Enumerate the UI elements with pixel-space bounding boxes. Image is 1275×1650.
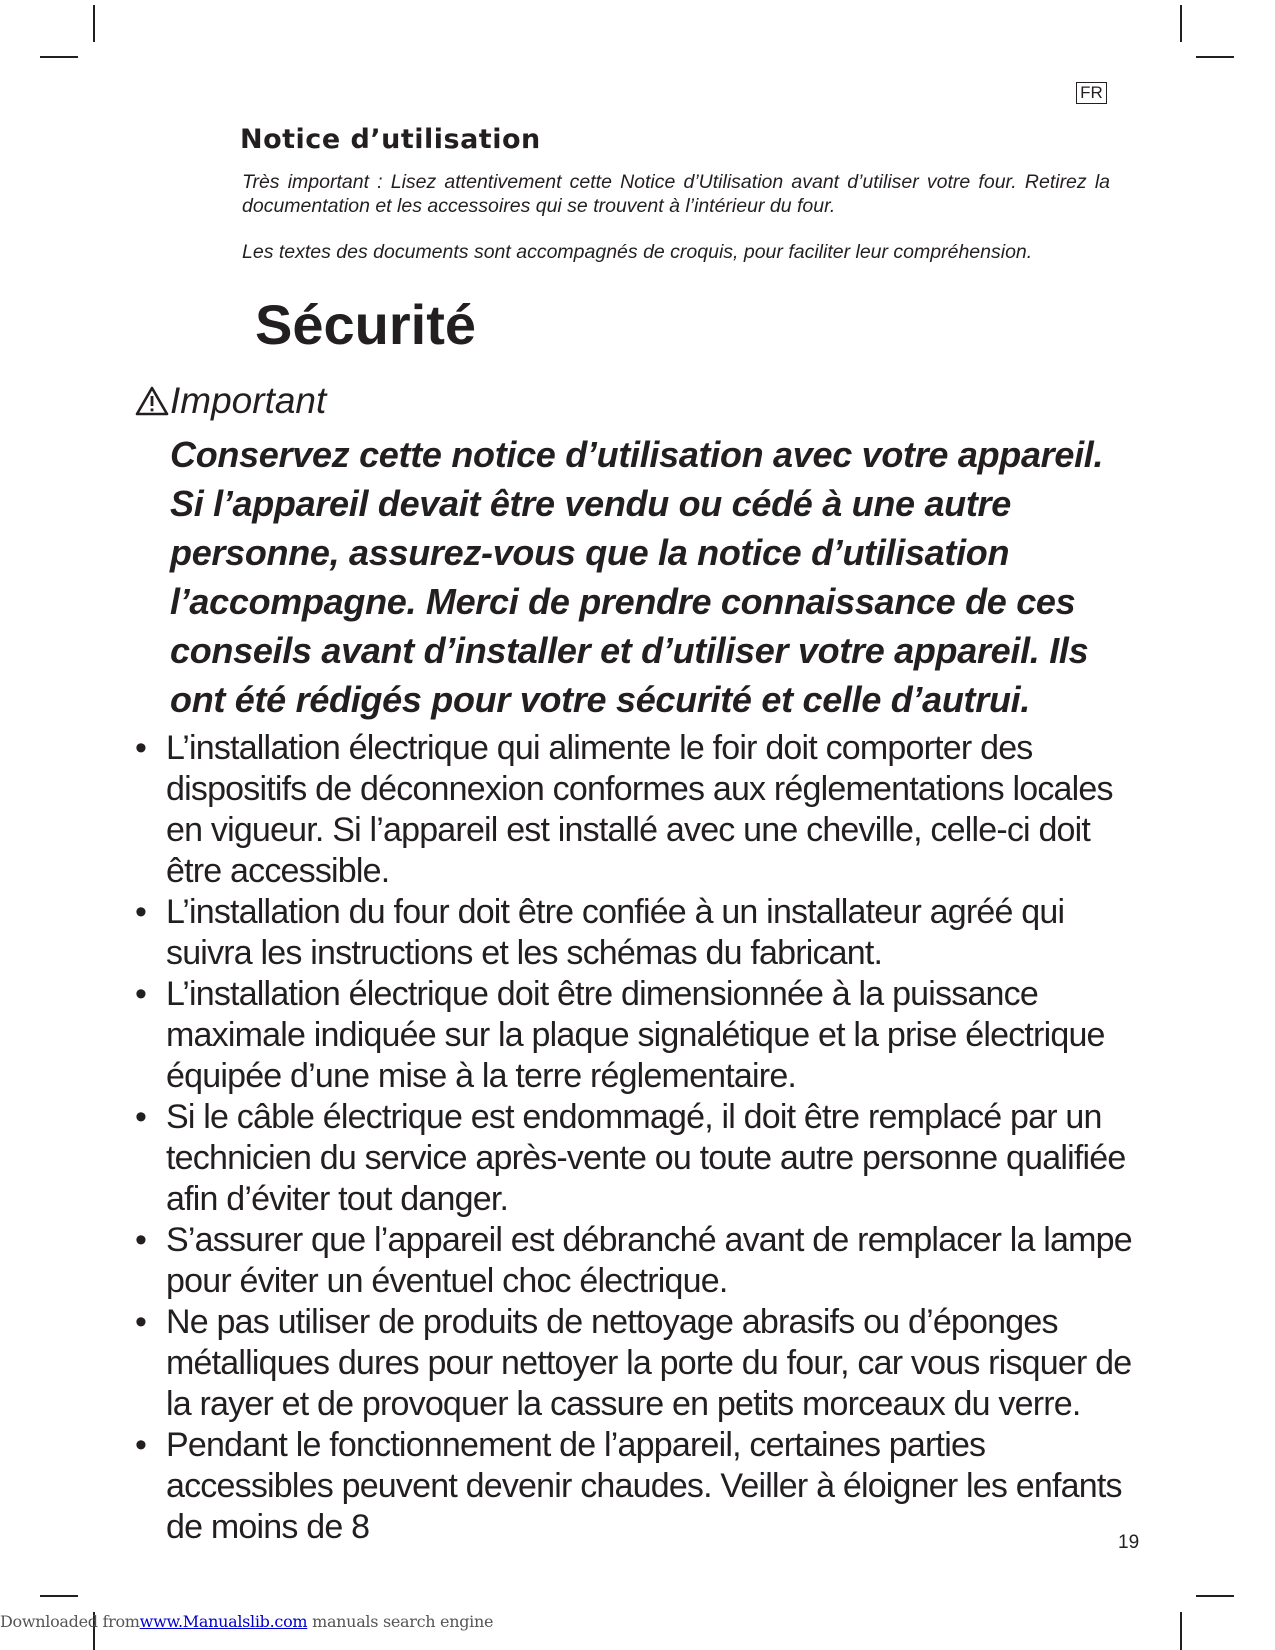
list-item (135, 892, 1145, 974)
list-item (135, 974, 1145, 1097)
notice-sketch-note: Les textes des documents sont accompagnés de croquis, pour faciliter leur compréhension. (242, 241, 1033, 263)
crop-mark-bottom-right-horizontal (1196, 1595, 1234, 1597)
important-label: Important (170, 380, 327, 421)
notice-intro-paragraph: Très important : Lisez attentivement cette Notice d’Utilisation avant d’utiliser votre four. Retirez la documentation et les accessoires qui se trouvent à l’intérieur du four. (242, 171, 1110, 217)
bullet-icon: • (135, 1426, 147, 1464)
crop-mark-top-left-horizontal (40, 56, 78, 58)
footer-prefix: Downloaded from (0, 1612, 140, 1631)
crop-mark-top-right-vertical (1180, 5, 1182, 42)
bullet-icon: • (135, 729, 147, 767)
manualslib-link[interactable]: www.Manualslib.com (139, 1612, 308, 1631)
footer-suffix: manuals search engine (307, 1612, 494, 1631)
notice-title: Notice d’utilisation (240, 124, 541, 155)
list-item-text: Si le câble électrique est endommagé, il doit être remplacé par un technicien du service après-vente ou toute autre personne qualifiée afin d’éviter tout danger. (166, 1098, 1126, 1218)
language-badge: FR (1076, 82, 1107, 104)
bullet-icon: • (135, 1303, 147, 1341)
list-item-text: L’installation du four doit être confiée à un installateur agréé qui suivra les instructions et les schémas du fabricant. (166, 893, 1065, 972)
crop-mark-bottom-right-vertical (1180, 1612, 1182, 1650)
page-number: 19 (1118, 1532, 1140, 1553)
list-item-text: Ne pas utiliser de produits de nettoyage abrasifs ou d’éponges métalliques dures pour nettoyer la porte du four, car vous risquer de la rayer et de provoquer la cassure en petits morceaux du verre. (166, 1303, 1132, 1423)
list-item-text: L’installation électrique doit être dimensionnée à la puissance maximale indiquée sur la plaque signalétique et la prise électrique équipée d’une mise à la terre réglementaire. (166, 975, 1105, 1095)
important-heading (134, 380, 326, 422)
list-item (135, 728, 1145, 892)
bullet-icon: • (135, 975, 147, 1013)
crop-mark-top-left-vertical (93, 5, 95, 42)
list-item-text: Pendant le fonctionnement de l’appareil, certaines parties accessibles peuvent devenir chaudes. Veiller à éloigner les enfants de moins de 8 (166, 1426, 1122, 1546)
safety-bullet-list (135, 728, 1145, 1548)
list-item-text: S’assurer que l’appareil est débranché avant de remplacer la lampe pour éviter un éventuel choc électrique. (166, 1221, 1132, 1300)
bullet-icon: • (135, 893, 147, 931)
list-item (135, 1302, 1145, 1425)
crop-mark-top-right-horizontal (1196, 56, 1234, 58)
list-item (135, 1220, 1145, 1302)
important-warning-text: Conservez cette notice d’utilisation avec votre appareil. Si l’appareil devait être vendu ou cédé à une autre personne, assurez-vous que la notice d’utilisation l’accompagne. Merci de prendre connaissance de ces conseils avant d’installer et d’utiliser votre appareil. Ils ont été rédigés pour votre sécurité et celle d’autrui. (170, 434, 1104, 720)
warning-triangle-icon (134, 385, 170, 417)
list-item (135, 1097, 1145, 1220)
bullet-icon: • (135, 1098, 147, 1136)
crop-mark-bottom-left-horizontal (40, 1595, 78, 1597)
list-item-text: L’installation électrique qui alimente le foir doit comporter des dispositifs de déconnexion conformes aux réglementations locales en vigueur. Si l’appareil est installé avec une cheville, celle-ci doit être accessible. (166, 729, 1113, 890)
download-footer (0, 1612, 493, 1631)
list-item (135, 1425, 1145, 1548)
bullet-icon: • (135, 1221, 147, 1259)
section-title: Sécurité (255, 293, 476, 356)
